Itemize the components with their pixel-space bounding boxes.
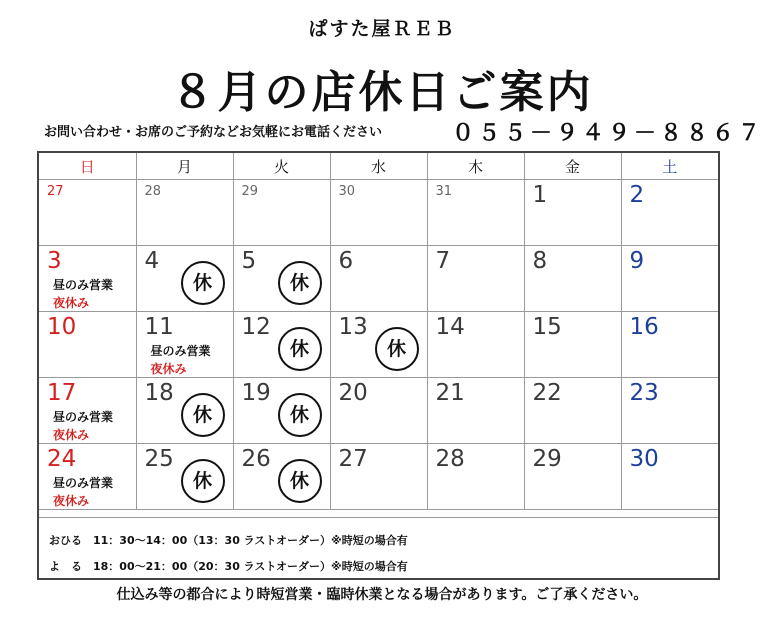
day-number: 17: [47, 380, 77, 406]
calendar-day-cell: [136, 180, 233, 246]
weekday-header: 金: [524, 153, 621, 180]
day-number: 22: [532, 380, 562, 406]
day-number: 24: [47, 446, 77, 472]
calendar-day-cell: [427, 444, 524, 510]
day-number: 6: [338, 248, 354, 274]
day-number: 7: [435, 248, 451, 274]
contact-text: お問い合わせ・お席のご予約などお気軽にお電話ください: [44, 125, 383, 140]
calendar-day-cell: [330, 180, 427, 246]
day-number: 23: [629, 380, 659, 406]
calendar-day-cell: [621, 312, 718, 378]
calendar-day-cell: [524, 180, 621, 246]
calendar-day-cell: [39, 180, 136, 246]
day-number: 26: [241, 446, 271, 472]
day-number: 27: [47, 184, 64, 199]
day-number: 4: [144, 248, 160, 274]
day-number: 10: [47, 314, 77, 340]
closed-day-badge: 休: [278, 327, 322, 371]
closed-day-badge: 休: [278, 393, 322, 437]
calendar-day-cell: [136, 312, 233, 378]
calendar-week: [39, 180, 718, 246]
day-number: 16: [629, 314, 659, 340]
day-number: 15: [532, 314, 562, 340]
weekday-header: 土: [621, 153, 718, 180]
closed-day-badge: 休: [181, 393, 225, 437]
day-number: 29: [241, 184, 259, 199]
closed-day-badge: 休: [181, 261, 225, 305]
no-dinner-label: 夜休み: [150, 362, 187, 376]
day-number: 5: [241, 248, 257, 274]
shop-name: ぱすた屋ＲＥＢ: [308, 18, 456, 40]
day-number: 28: [144, 184, 162, 199]
calendar-day-cell: [233, 180, 330, 246]
phone-number: ０５５－９４９－８８６７: [452, 121, 764, 146]
day-number: 1: [532, 182, 548, 208]
calendar-day-cell: [621, 180, 718, 246]
day-number: 9: [629, 248, 645, 274]
calendar-day-cell: [233, 246, 330, 312]
calendar-grid: [39, 153, 718, 510]
day-number: 14: [435, 314, 465, 340]
day-number: 20: [338, 380, 368, 406]
day-number: 2: [629, 182, 645, 208]
calendar-day-cell: [621, 378, 718, 444]
day-number: 13: [338, 314, 368, 340]
day-number: 8: [532, 248, 548, 274]
lunch-only-label: 昼のみ営業: [53, 410, 114, 424]
calendar-day-cell: [524, 444, 621, 510]
day-number: 3: [47, 248, 62, 274]
calendar-day-cell: [233, 444, 330, 510]
footer-note: 仕込み等の都合により時短営業・臨時休業となる場合があります。ご了承ください。: [116, 587, 648, 603]
calendar-day-cell: [427, 378, 524, 444]
lunch-only-label: 昼のみ営業: [150, 344, 211, 358]
calendar-day-cell: [621, 246, 718, 312]
dinner-hours: よ る 18：00～21：00（20：30 ラストオーダー）※時短の場合有: [49, 560, 408, 573]
calendar-day-cell: [330, 444, 427, 510]
calendar-day-cell: [39, 312, 136, 378]
day-number: 25: [144, 446, 174, 472]
calendar-day-cell: [39, 444, 136, 510]
weekday-header: 水: [330, 153, 427, 180]
calendar-day-cell: [524, 246, 621, 312]
day-number: 12: [241, 314, 271, 340]
lunch-only-label: 昼のみ営業: [53, 278, 114, 292]
calendar-day-cell: [39, 378, 136, 444]
calendar-week: [39, 378, 718, 444]
calendar-day-cell: [330, 246, 427, 312]
calendar-day-cell: [233, 378, 330, 444]
no-dinner-label: 夜休み: [53, 428, 90, 442]
lunch-hours: おひる 11：30～14：00（13：30 ラストオーダー）※時短の場合有: [49, 534, 408, 547]
calendar-day-cell: [136, 378, 233, 444]
closed-day-badge: 休: [278, 261, 322, 305]
calendar-day-cell: [524, 378, 621, 444]
calendar-day-cell: [330, 378, 427, 444]
calendar-day-cell: [524, 312, 621, 378]
weekday-header: 月: [136, 153, 233, 180]
day-number: 31: [435, 184, 453, 199]
calendar-day-cell: [427, 312, 524, 378]
calendar-day-cell: [427, 246, 524, 312]
page-title: ８月の店休日ご案内: [170, 67, 594, 118]
calendar-day-cell: [621, 444, 718, 510]
weekday-header: 木: [427, 153, 524, 180]
calendar-week: [39, 444, 718, 510]
weekday-header: 火: [233, 153, 330, 180]
closed-day-badge: 休: [278, 459, 322, 503]
calendar-week: [39, 246, 718, 312]
day-number: 18: [144, 380, 174, 406]
no-dinner-label: 夜休み: [53, 494, 90, 508]
calendar-day-cell: [39, 246, 136, 312]
calendar-day-cell: [136, 246, 233, 312]
day-number: 29: [532, 446, 562, 472]
day-number: 28: [435, 446, 465, 472]
calendar-day-cell: [330, 312, 427, 378]
calendar-day-cell: [233, 312, 330, 378]
closed-day-badge: 休: [375, 327, 419, 371]
calendar-day-cell: [427, 180, 524, 246]
day-number: 27: [338, 446, 368, 472]
day-number: 19: [241, 380, 271, 406]
calendar-day-cell: [136, 444, 233, 510]
no-dinner-label: 夜休み: [53, 296, 90, 310]
business-hours: [39, 517, 718, 581]
day-number: 30: [338, 184, 356, 199]
closed-day-badge: 休: [181, 459, 225, 503]
calendar-week: [39, 312, 718, 378]
day-number: 30: [629, 446, 659, 472]
day-number: 11: [144, 314, 174, 340]
lunch-only-label: 昼のみ営業: [53, 476, 114, 490]
weekday-header: 日: [39, 153, 136, 180]
calendar: [37, 151, 720, 580]
day-number: 21: [435, 380, 465, 406]
